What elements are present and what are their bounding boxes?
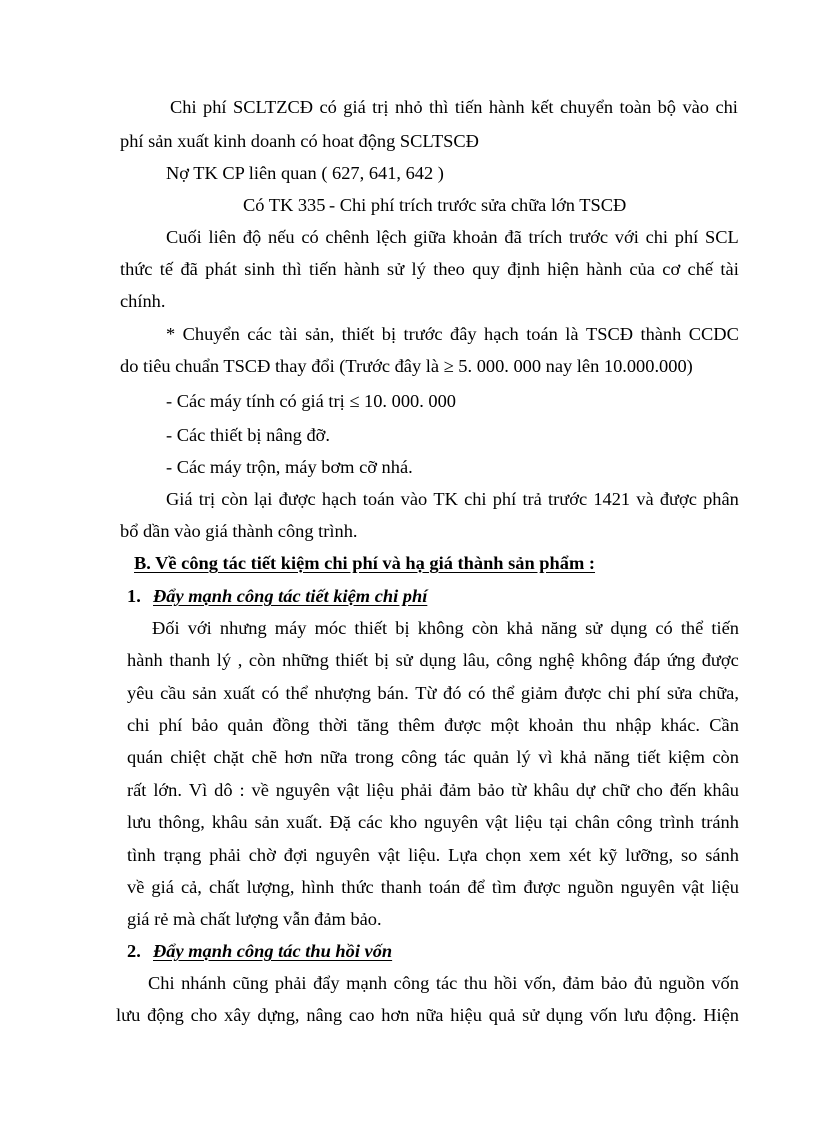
bullet-item: - Các máy trộn, máy bơm cỡ nhá. bbox=[166, 457, 413, 477]
debit-entry: Nợ TK CP liên quan ( 627, 641, 642 ) bbox=[166, 163, 444, 183]
bullet-item: - Các máy tính có giá trị ≤ 10. 000. 000 bbox=[166, 391, 456, 411]
subsection-1-line: chi phí bảo quản đồng thời tăng thêm được một khoản thu nhập khác. Cần bbox=[127, 715, 739, 735]
credit-entry-description: - Chi phí trích trước sửa chữa lớn TSCĐ bbox=[329, 195, 627, 215]
section-b-heading: B. Về công tác tiết kiệm chi phí và hạ giá thành sản phẩm : bbox=[134, 553, 596, 573]
subsection-1-line: tình trạng phải chờ đợi nguyên vật liệu. Lựa chọn xem xét kỹ lưỡng, so sánh bbox=[127, 845, 739, 865]
subsection-1-number: 1. bbox=[127, 586, 141, 606]
subsection-2-line: Chi nhánh cũng phải đẩy mạnh công tác thu hồi vốn, đảm bảo đủ nguồn vốn bbox=[148, 973, 739, 993]
subsection-1-title: Đẩy mạnh công tác tiết kiệm chi phí bbox=[153, 586, 428, 606]
subsection-2-heading bbox=[127, 940, 392, 962]
paragraph-2-line-1: Cuối liên độ nếu có chênh lệch giữa khoản đã trích trước với chi phí SCL bbox=[166, 227, 739, 247]
subsection-1-line: yêu cầu sản xuất có thể nhượng bán. Từ đó có thể giảm được chi phí sửa chữa, bbox=[127, 683, 739, 703]
subsection-1-line: quán chiệt chặt chẽ hơn nữa trong công tác quản lý vì khả năng tiết kiệm còn bbox=[127, 747, 739, 767]
subsection-1-line: giá rẻ mà chất lượng vẫn đảm bảo. bbox=[127, 909, 382, 929]
paragraph-1-line-2: phí sản xuất kinh doanh có hoat động SCLTSCĐ bbox=[120, 131, 479, 151]
subsection-1-line: về giá cả, chất lượng, hình thức thanh toán để tìm được nguồn nguyên vật liệu bbox=[127, 877, 739, 897]
bullet-item: - Các thiết bị nâng đỡ. bbox=[166, 425, 330, 445]
subsection-2-line: lưu động cho xây dựng, nâng cao hơn nữa hiệu quả sử dụng vốn lưu động. Hiện bbox=[116, 1005, 739, 1025]
paragraph-1-line-1: Chi phí SCLTZCĐ có giá trị nhỏ thì tiến hành kết chuyển toàn bộ vào chi bbox=[170, 97, 738, 117]
paragraph-3-line-2: do tiêu chuẩn TSCĐ thay đổi (Trước đây là ≥ 5. 000. 000 nay lên 10.000.000) bbox=[120, 356, 693, 376]
subsection-1-line: rất lớn. Vì dô : về nguyên vật liệu phải đảm bảo từ khâu dự chữ cho đến khâu bbox=[127, 780, 739, 800]
paragraph-3-line-1: * Chuyển các tài sản, thiết bị trước đây hạch toán là TSCĐ thành CCDC bbox=[166, 324, 739, 344]
subsection-2-number: 2. bbox=[127, 941, 141, 961]
subsection-1-heading bbox=[127, 585, 427, 607]
paragraph-2-line-3: chính. bbox=[120, 291, 166, 311]
subsection-1-line: hành thanh lý , còn những thiết bị sử dụng lâu, công nghệ không đáp ứng được bbox=[127, 650, 739, 670]
paragraph-4-line-1: Giá trị còn lại được hạch toán vào TK chi phí trả trước 1421 và được phân bbox=[166, 489, 739, 509]
subsection-1-line: lưu thông, khâu sản xuất. Đặ các kho nguyên vật liệu tại chân công trình tránh bbox=[127, 812, 739, 832]
paragraph-4-line-2: bổ dần vào giá thành công trình. bbox=[120, 521, 358, 541]
subsection-1-line: Đối với nhưng máy móc thiết bị không còn khả năng sử dụng có thể tiến bbox=[152, 618, 739, 638]
paragraph-2-line-2: thức tế đã phát sinh thì tiến hành sử lý theo quy định hiện hành của cơ chế tài bbox=[120, 259, 739, 279]
subsection-2-title: Đẩy mạnh công tác thu hồi vốn bbox=[153, 941, 393, 961]
credit-entry-account: Có TK 335 bbox=[243, 195, 326, 215]
